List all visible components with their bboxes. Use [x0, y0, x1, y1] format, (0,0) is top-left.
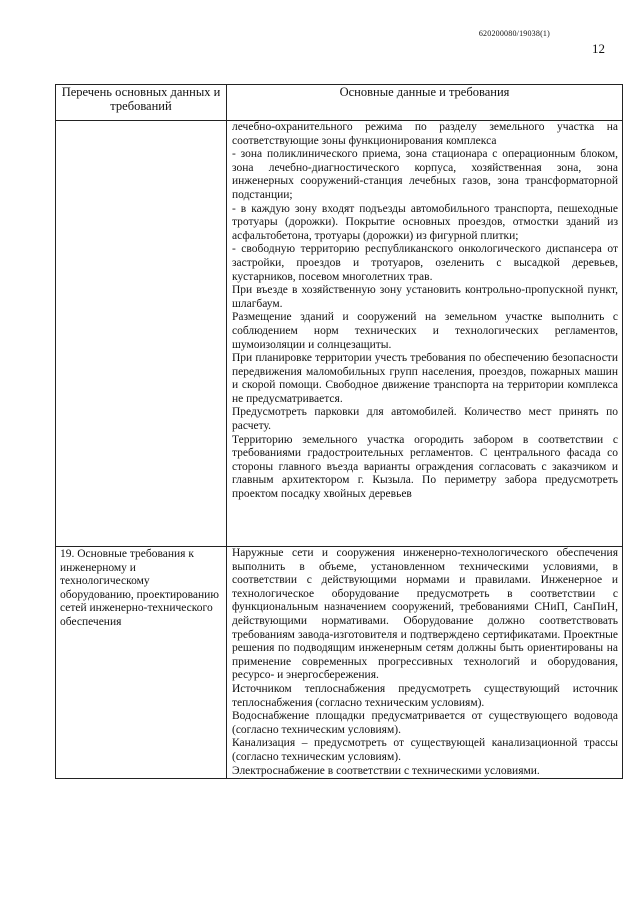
- paragraph: При въезде в хозяйственную зону установить контрольно-пропускной пункт, шлагбаум.: [232, 284, 618, 310]
- paragraph: Источником теплоснабжения предусмотреть существующий источник теплоснабжения (согласно техническим условиям).: [232, 682, 618, 709]
- requirements-table: [55, 84, 623, 779]
- paragraph: Водоснабжение площадки предусматривается от существующего водовода (согласно техническим условиям).: [232, 710, 618, 736]
- paragraph: Канализация – предусмотреть от существующей канализационной трассы (согласно техническим условиям).: [232, 737, 618, 763]
- paragraph: Электроснабжение в соответствии с техническими условиями.: [232, 764, 540, 777]
- section-19-content: [227, 547, 623, 779]
- paragraph: Наружные сети и сооружения инженерно-технологического обеспечения выполнить в объеме, установленном техническими условиями, в соответствии с действующими нормами и правилами. Инженерное и технологическое оборудование предусмотреть в соответствии с функциональным назначением сооружений, требованиями СНиП, СанПиН, действующими нормативами. Оборудование должно соответствовать требованиям завода-изготовителя и подтверждено сертификатами. Проектные решения по подводящим инженерным сетям должны быть ориентированы на применение современных прогрессивных технологий и оборудования, ресурсо- и энергосбережения.: [232, 547, 618, 682]
- paragraph: Территорию земельного участка огородить забором в соответствии с требованиями градостроительных регламентов. С центрального фасада со стороны главного въезда варианты ограждения согласовать с заказчиком и главным архитектором г. Кызыла. По периметру забора предусмотреть проектом посадку хвойных деревьев: [232, 433, 618, 501]
- page-number: 12: [592, 41, 605, 56]
- paragraph: Размещение зданий и сооружений на земельном участке выполнить с соблюдением норм технических и технологических регламентов, шумоизоляции и солнцезащиты.: [232, 311, 618, 351]
- section-19-label: 19. Основные требования к инженерному и технологическому оборудованию, проектированию сетей инженерно-технического обеспечения: [56, 547, 227, 779]
- paragraph: - зона поликлинического приема, зона стационара с операционным блоком, зона лечебно-диагностического корпуса, хозяйственная зона, зона инженерных сооружений-станция лечебных газов, зона трансформаторной подстанции;: [232, 148, 618, 201]
- column-header-data: Основные данные и требования: [227, 85, 623, 121]
- continuation-cell: [227, 121, 623, 547]
- paragraph: - в каждую зону входят подъезды автомобильного транспорта, пешеходные тротуары (дорожки). Покрытие основных проездов, отмостки зданий из асфальтобетона, тротуары (дорожки) из фигурной плитки;: [232, 202, 618, 242]
- empty-label-cell: [56, 121, 227, 547]
- paragraph: - свободную территорию республиканского онкологического диспансера от застройки, проездов и тротуаров, озеленить с высадкой деревьев, кустарников, посевом многолетних трав.: [232, 243, 618, 283]
- document-code: 620200080/19038(1): [478, 29, 550, 38]
- table-row-section-19: [56, 547, 623, 779]
- paragraph: лечебно-охранительного режима по разделу земельного участка на соответствующие зоны функционирования комплекса: [232, 121, 618, 147]
- paragraph: При планировке территории учесть требования по обеспечению безопасности передвижения маломобильных групп населения, проездов, пожарных машин и скорой помощи. Свободное движение транспорта на территории комплекса не предусматривается.: [232, 352, 618, 405]
- table-header-row: [56, 85, 623, 121]
- paragraph: Предусмотреть парковки для автомобилей. Количество мест принять по расчету.: [232, 406, 618, 433]
- column-header-list: Перечень основных данных и требований: [56, 85, 227, 121]
- table-row-continuation: [56, 121, 623, 547]
